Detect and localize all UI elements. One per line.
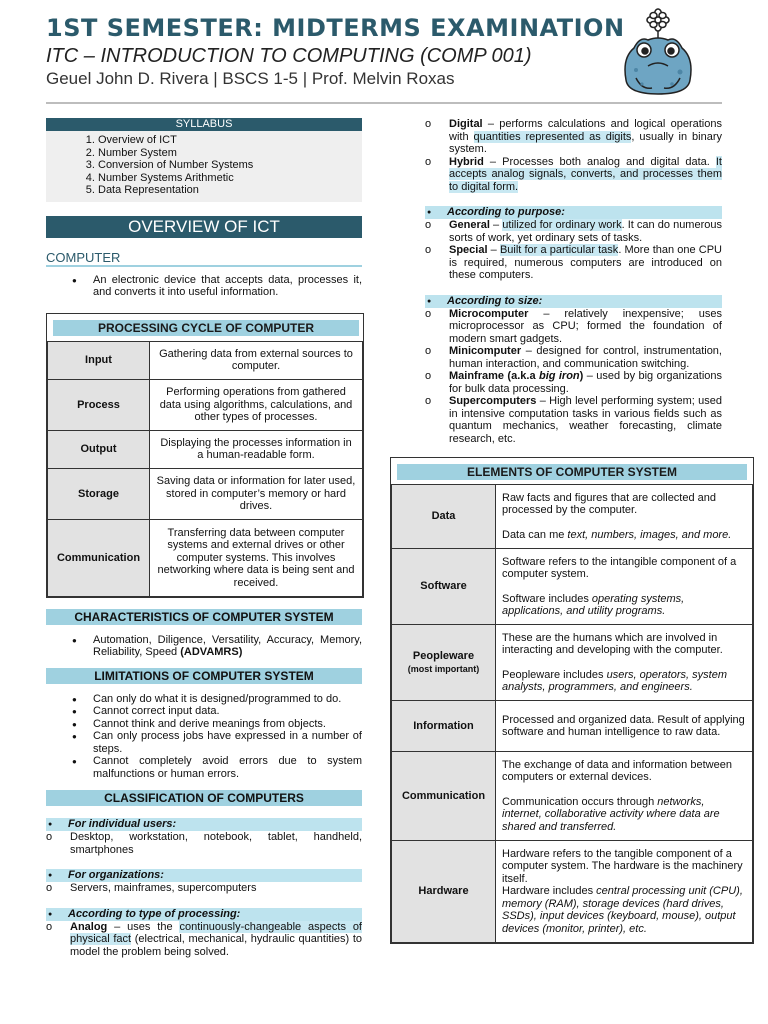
syllabus-item: 2. Number System	[98, 147, 362, 160]
cycle-desc-storage: Saving data or information for later used, stored in computer’s memory or hard drives.	[150, 468, 363, 519]
digital-post: , usually in binary system.	[449, 130, 722, 155]
element-desc-hardware	[496, 841, 753, 943]
cycle-label-output: Output	[48, 430, 150, 468]
characteristics-list	[46, 634, 362, 659]
limitation-item: ● Cannot completely avoid errors due to system malfunctions or human errors.	[72, 755, 362, 780]
peopleware-note: (most important)	[407, 663, 480, 674]
cycle-label-communication: Communication	[48, 519, 150, 596]
analog-highlight: continuously-changeable aspects of physical fact	[70, 920, 362, 946]
limitations-list	[46, 693, 362, 781]
purpose-list	[425, 219, 722, 282]
general-highlight: utilized for ordinary work	[502, 219, 622, 231]
individual-users-list	[46, 831, 362, 856]
syllabus-list-box	[46, 131, 362, 202]
hardware-p1: Hardware refers to the tangible component of a computer system. The hardware is the machinery itself.	[502, 847, 743, 885]
general-pre: –	[489, 219, 503, 231]
data-p2-italic: text, numbers, images, and more.	[567, 528, 732, 541]
syllabus-item: 1. Overview of ICT	[98, 134, 362, 147]
software-p1: Software refers to the intangible component of a computer system.	[502, 555, 737, 580]
processing-type-list-cont	[425, 118, 722, 193]
analog-post: (electrical, mechanical, hydraulic quantities) to model the problem being solved.	[70, 933, 363, 958]
author-line: Geuel John D. Rivera | BSCS 1-5 | Prof. Melvin Roxas	[46, 69, 455, 88]
table-row	[392, 752, 753, 841]
characteristics-item	[72, 634, 362, 659]
peopleware-p2	[502, 669, 746, 694]
mainframe-aka-post: )	[579, 370, 584, 382]
table-row	[392, 841, 753, 943]
special-item	[425, 244, 722, 282]
element-desc-information	[496, 701, 753, 752]
hybrid-pre: – Processes both analog and digital data.	[483, 155, 716, 168]
characteristics-text: Automation, Diligence, Versatility, Accuracy, Memory, Reliability, Speed	[93, 633, 362, 659]
data-p1: Raw facts and figures that are collected and processed by the computer.	[502, 491, 717, 517]
supercomputer-desc: – High level performing system; used in intensive computation tasks in various fields such as quantum mechanics, weather forecasting, climate research, etc.	[449, 395, 722, 445]
special-term: Special	[449, 244, 488, 256]
table-row	[48, 341, 363, 379]
overview-banner: OVERVIEW OF ICT	[46, 216, 362, 238]
syllabus-box	[46, 118, 362, 202]
limitation-item: ● Can only process jobs have expressed in a number of steps.	[72, 730, 362, 755]
mainframe-desc: – used by big organizations for bulk data processing.	[449, 370, 723, 395]
purpose-label: ● According to purpose:	[425, 206, 722, 219]
analog-item	[46, 921, 362, 959]
computer-heading: COMPUTER	[46, 249, 121, 265]
left-column	[46, 118, 362, 958]
limitations-heading: LIMITATIONS OF COMPUTER SYSTEM	[46, 668, 362, 684]
information-p1: Processed and organized data. Result of applying software and human intelligence to raw data.	[502, 713, 745, 738]
hybrid-term: Hybrid	[449, 155, 484, 168]
course-subtitle: ITC – INTRODUCTION TO COMPUTING (COMP 001)	[46, 45, 532, 67]
software-p2-italic: operating systems, applications, and utility programs.	[502, 592, 685, 617]
general-post: . It can do numerous sorts of work, yet ordinary sets of tasks.	[449, 219, 722, 244]
element-label-data: Data	[392, 485, 496, 549]
digital-pre: – performs calculations and logical operations with	[449, 118, 722, 143]
mainframe-aka: big iron	[538, 370, 580, 382]
table-row	[392, 625, 753, 701]
processing-cycle-heading: PROCESSING CYCLE OF COMPUTER	[53, 320, 359, 336]
element-label-communication: Communication	[392, 752, 496, 841]
peopleware-p1: These are the humans which are involved in interacting and developing with the computer.	[502, 631, 723, 656]
special-highlight: Built for a particular task	[499, 244, 619, 256]
document-title: 1ST SEMESTER: MIDTERMS EXAMINATION	[46, 14, 625, 42]
syllabus-item: 5. Data Representation	[98, 184, 362, 197]
element-desc-peopleware	[496, 625, 753, 701]
table-row	[48, 519, 363, 596]
analog-pre: – uses the	[107, 920, 180, 933]
peopleware-p2-italic: users, operators, system analysts, programmers, and engineers.	[502, 668, 728, 693]
header-divider	[46, 102, 722, 104]
special-post: . More than one CPU is required, numerous computers are introduced on these computers.	[449, 244, 722, 281]
communication-p1: The exchange of data and information between computers or external devices.	[502, 758, 732, 784]
hybrid-item	[425, 156, 722, 194]
microcomputer-item	[425, 308, 722, 346]
organizations-label: ● For organizations:	[46, 869, 362, 882]
computer-definition-list	[46, 274, 362, 299]
cycle-desc-process: Performing operations from gathered data using algorithms, calculations, and other types of processes.	[150, 379, 363, 430]
microcomputer-term: Microcomputer	[449, 307, 529, 320]
cycle-desc-output: Displaying the processes information in a human-readable form.	[150, 430, 363, 468]
hardware-p2-pre: Hardware includes	[502, 885, 597, 898]
communication-p2	[502, 796, 746, 834]
supercomputer-term: Supercomputers	[449, 395, 537, 407]
mainframe-term: Mainframe	[449, 370, 505, 382]
minicomputer-term: Minicomputer	[449, 345, 522, 357]
processing-type-list	[46, 921, 362, 959]
size-label: ● According to size:	[425, 295, 722, 308]
classification-heading: CLASSIFICATION OF COMPUTERS	[46, 790, 362, 806]
software-p2-pre: Software includes	[502, 592, 592, 605]
cycle-desc-input: Gathering data from external sources to computer.	[150, 341, 363, 379]
processing-cycle-table	[47, 341, 363, 597]
communication-p2-italic: networks, internet, collaborative activity where data are shared and transferred.	[502, 795, 720, 833]
element-label-peopleware	[392, 625, 496, 701]
mainframe-aka-pre: (a.k.a	[504, 370, 539, 382]
individual-users-label: ● For individual users:	[46, 818, 362, 831]
digital-highlight: quantities represented as digits	[473, 130, 632, 143]
table-row	[48, 468, 363, 519]
computer-underline	[46, 265, 362, 267]
limitation-item: ● Can only do what it is designed/programmed to do.	[72, 693, 362, 706]
general-item	[425, 219, 722, 244]
data-p2-pre: Data can me	[502, 528, 568, 541]
peopleware-label: Peopleware	[412, 650, 475, 662]
microcomputer-desc: – relatively inexpensive; uses microprocessor as CPU; formed the foundation of modern smart gadgets.	[449, 307, 722, 345]
cycle-label-process: Process	[48, 379, 150, 430]
data-p2	[502, 529, 746, 542]
right-column	[388, 118, 745, 944]
individual-users-item: o Desktop, workstation, notebook, tablet, handheld, smartphones	[46, 831, 362, 856]
frog-mascot-icon	[612, 8, 704, 100]
cycle-label-input: Input	[48, 341, 150, 379]
peopleware-p2-pre: Peopleware includes	[502, 668, 607, 681]
elements-table	[391, 484, 753, 943]
special-pre: –	[487, 244, 500, 256]
organizations-item: o Servers, mainframes, supercomputers	[46, 882, 362, 895]
characteristics-heading: CHARACTERISTICS OF COMPUTER SYSTEM	[46, 609, 362, 625]
elements-box	[390, 457, 754, 944]
syllabus-item: 4. Number Systems Arithmetic	[98, 172, 362, 185]
digital-term: Digital	[449, 118, 483, 130]
limitation-item: ● Cannot think and derive meanings from objects.	[72, 718, 362, 731]
analog-term: Analog	[70, 920, 108, 933]
hardware-p2-italic: central processing unit (CPU), memory (RAM), storage devices (hard drives, SSDs), input devices (keyboard, mouse), output devices (monitor, printer), etc.	[502, 885, 743, 935]
syllabus-heading: SYLLABUS	[46, 118, 362, 131]
table-row	[48, 430, 363, 468]
hardware-p2	[502, 885, 746, 935]
software-p2	[502, 593, 746, 618]
general-term: General	[449, 219, 490, 231]
element-label-software: Software	[392, 549, 496, 625]
communication-p2-pre: Communication occurs through	[502, 795, 658, 808]
digital-item	[425, 118, 722, 156]
minicomputer-item	[425, 345, 722, 370]
supercomputer-item	[425, 395, 722, 445]
syllabus-item: 3. Conversion of Number Systems	[98, 159, 362, 172]
element-label-hardware: Hardware	[392, 841, 496, 943]
table-row	[392, 549, 753, 625]
processing-type-label: ● According to type of processing:	[46, 908, 362, 921]
table-row	[392, 701, 753, 752]
characteristics-acronym: (ADVAMRS)	[180, 646, 243, 659]
minicomputer-desc: – designed for control, instrumentation, human interaction, and communication switching.	[449, 345, 722, 370]
organizations-list	[46, 882, 362, 895]
limitation-item: ● Cannot correct input data.	[72, 705, 362, 718]
element-desc-data	[496, 485, 753, 549]
cycle-desc-communication: Transferring data between computer systems and external drives or other computer systems. This involves networking where data is being sent and received.	[150, 519, 363, 596]
element-desc-software	[496, 549, 753, 625]
syllabus-list	[76, 134, 362, 197]
processing-cycle-box	[46, 313, 364, 598]
hybrid-highlight: It accepts analog signals, converts, and processes them to digital form.	[449, 155, 722, 193]
element-desc-communication	[496, 752, 753, 841]
table-row	[48, 379, 363, 430]
table-row	[392, 485, 753, 549]
computer-definition: ● An electronic device that accepts data, processes it, and converts it into useful information.	[72, 274, 362, 299]
cycle-label-storage: Storage	[48, 468, 150, 519]
element-label-information: Information	[392, 701, 496, 752]
elements-heading: ELEMENTS OF COMPUTER SYSTEM	[397, 464, 747, 480]
size-list	[425, 308, 722, 446]
mainframe-item	[425, 370, 722, 395]
